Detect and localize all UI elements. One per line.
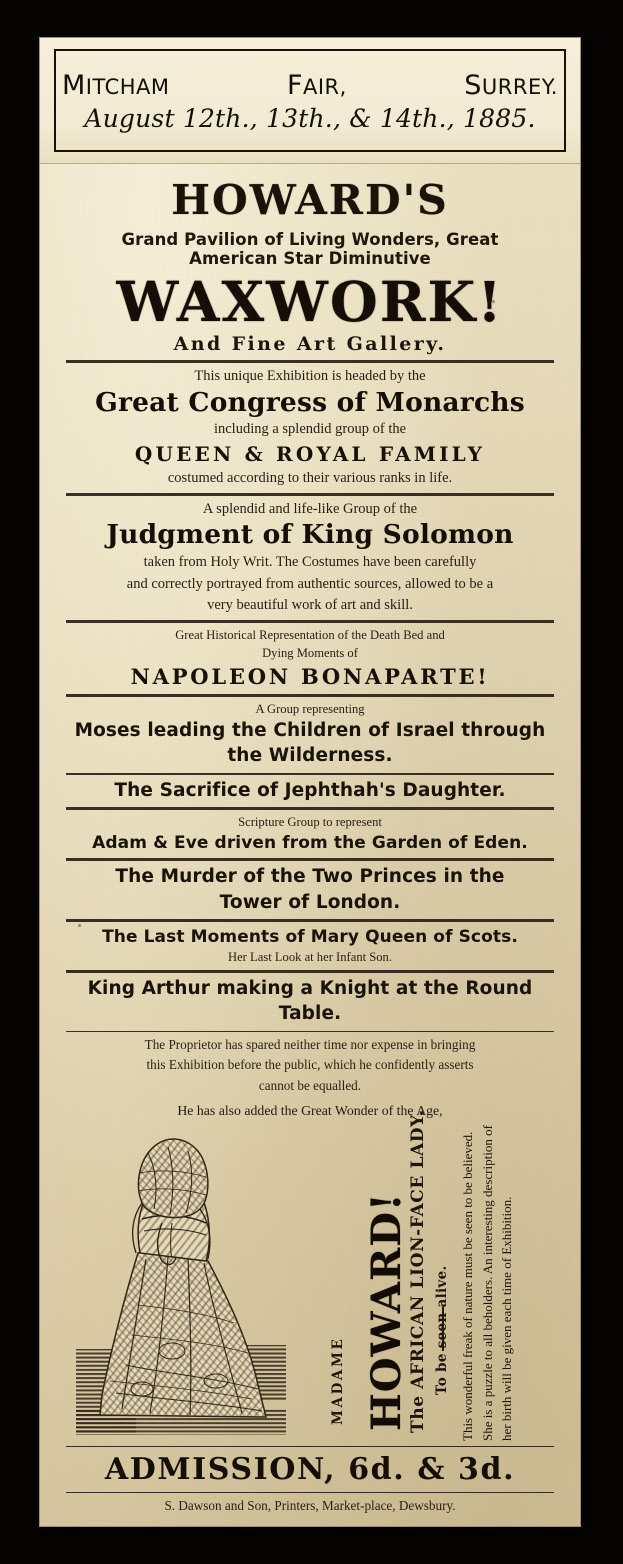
congress-lead: This unique Exhibition is headed by the	[194, 367, 426, 384]
proprietor-line2: this Exhibition before the public, which he confidently asserts	[146, 1057, 474, 1073]
napoleon-lead-line2: Dying Moments of	[262, 646, 358, 661]
divider-rule	[66, 620, 554, 623]
place-cap-m: M	[62, 69, 86, 101]
handbill-body	[40, 163, 580, 1514]
proprietor-line1: The Proprietor has spared neither time nor expense in bringing	[144, 1036, 476, 1052]
fair-place-line	[56, 71, 564, 99]
divider-rule	[66, 1446, 554, 1447]
section-mary-queen-of-scots	[58, 927, 562, 966]
to-be-seen-alive: To be seen alive.	[434, 1265, 450, 1395]
masthead-subtitle	[58, 230, 562, 269]
divider-rule	[66, 807, 554, 810]
congress-mid: including a splendid group of the	[213, 421, 407, 438]
madame-label: MADAME	[330, 1336, 346, 1425]
header-slip	[40, 38, 580, 164]
solomon-body-line2: and correctly portrayed from authentic sources, allowed to be a	[126, 575, 494, 592]
moses-headline-line1: Moses leading the Children of Israel through	[74, 720, 546, 742]
divider-rule	[66, 1492, 554, 1493]
proprietor-line3: cannot be equalled.	[258, 1078, 362, 1094]
napoleon-feature: NAPOLEON BONAPARTE!	[130, 664, 490, 690]
lion-face-lady-descriptor: The AFRICAN LION-FACE LADY.	[408, 1109, 428, 1433]
divider-rule	[66, 919, 554, 922]
divider-rule	[66, 694, 554, 697]
proprietor-note	[58, 1037, 562, 1119]
section-moses-children-of-israel	[58, 702, 562, 767]
solomon-lead: A splendid and life-like Group of the	[202, 500, 418, 517]
mary-footer: Her Last Look at her Infant Son.	[227, 950, 393, 965]
section-adam-and-eve	[58, 815, 562, 854]
mary-headline: The Last Moments of Mary Queen of Scots.	[102, 926, 518, 947]
princes-headline-line1: The Murder of the Two Princes in the	[115, 866, 505, 888]
divider-rule	[66, 858, 554, 861]
place-cap-s: S	[464, 69, 482, 101]
divider-rule	[66, 360, 554, 363]
place-rest-surrey: URREY.	[481, 74, 558, 99]
place-rest-fair: AIR,	[303, 74, 347, 99]
section-jephthahs-daughter	[58, 780, 562, 802]
congress-feature: QUEEN & ROYAL FAMILY	[134, 441, 486, 466]
arthur-headline-line1: King Arthur making a Knight at the Round	[87, 978, 533, 1000]
handbill-sheet	[40, 38, 580, 1526]
place-rest-mitcham: ITCHAM	[85, 74, 170, 99]
napoleon-lead-line1: Great Historical Representation of the Death Bed and	[175, 627, 445, 642]
masthead-tagline: And Fine Art Gallery.	[173, 332, 447, 355]
divider-rule	[66, 773, 554, 775]
masthead-subtitle-line2: American Star Diminutive	[189, 249, 431, 269]
header-slip-box	[54, 49, 566, 152]
section-napoleon-bonaparte	[58, 628, 562, 689]
wonder-paragraph: This wonderful freak of nature must be seen to be believed. She is a puzzle to all beholders. An interesting description of her birth will be given each time of Exhibition.	[460, 1125, 514, 1441]
admission-line: ADMISSION, 6d. & 3d.	[104, 1451, 516, 1487]
section-king-arthur-round-table	[58, 978, 562, 1025]
adameve-headline: Adam & Eve driven from the Garden of Eden.	[92, 832, 528, 853]
jephthah-headline: The Sacrifice of Jephthah's Daughter.	[114, 779, 506, 801]
section-congress-of-monarchs	[58, 368, 562, 488]
also-added-line: He has also added the Great Wonder of the Age,	[177, 1102, 443, 1118]
fair-date-line: August 12th., 13th., & 14th., 1885.	[84, 103, 536, 133]
arthur-headline-line2: Table.	[278, 1003, 342, 1025]
congress-headline: Great Congress of Monarchs	[95, 386, 525, 418]
solomon-headline: Judgment of King Solomon	[106, 519, 514, 551]
adameve-lead: Scripture Group to represent	[238, 814, 382, 829]
masthead-subtitle-line1: Grand Pavilion of Living Wonders, Great	[121, 230, 499, 249]
princes-headline-line2: Tower of London.	[219, 891, 401, 913]
divider-rule	[66, 1031, 554, 1032]
solomon-body-line1: taken from Holy Writ. The Costumes have been carefully	[143, 553, 477, 570]
howard-name: HOWARD!	[363, 1192, 410, 1431]
section-judgment-of-king-solomon	[58, 501, 562, 615]
printer-imprint: S. Dawson and Son, Printers, Market-place, Dewsbury.	[164, 1497, 456, 1513]
moses-lead: A Group representing	[255, 702, 365, 717]
main-title: WAXWORK!	[116, 268, 504, 334]
congress-footer: costumed according to their various ranks in life.	[167, 469, 453, 486]
divider-rule	[66, 493, 554, 496]
lion-face-lady-engraving	[76, 1127, 286, 1437]
moses-headline-line2: the Wilderness.	[227, 745, 393, 767]
solomon-body-line3: very beautiful work of art and skill.	[207, 597, 413, 614]
proprietor-title: HOWARD'S	[171, 176, 449, 224]
section-two-princes-tower-of-london	[58, 866, 562, 913]
place-cap-f: F	[286, 69, 303, 101]
ornament-dash	[442, 1307, 444, 1351]
divider-rule	[66, 970, 554, 973]
